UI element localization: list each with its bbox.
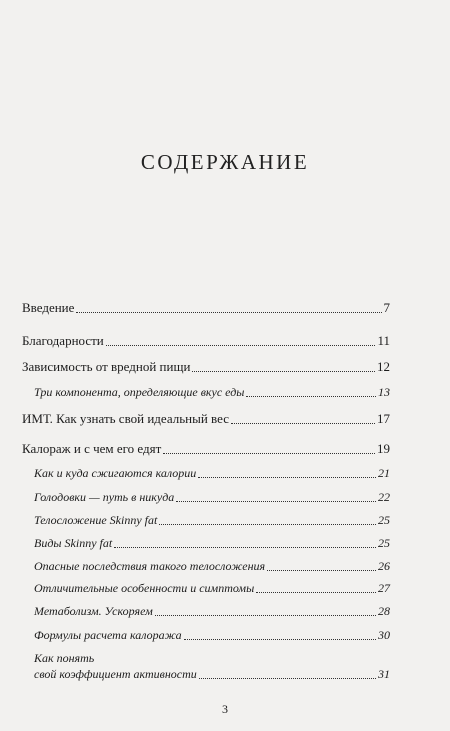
toc-subentry bbox=[34, 489, 390, 505]
toc-subentry bbox=[34, 603, 390, 619]
toc-entry-label-line1: Как понять bbox=[34, 651, 95, 665]
toc-subentry bbox=[34, 465, 390, 481]
dot-leader bbox=[159, 524, 376, 525]
toc-entry-page: 25 bbox=[378, 536, 390, 550]
toc-entry-label: Формулы расчета калоража bbox=[34, 628, 182, 642]
toc-entry bbox=[22, 300, 390, 316]
toc-entry-label: Зависимость от вредной пищи bbox=[22, 359, 191, 374]
toc-entry bbox=[22, 441, 390, 457]
toc-subentry bbox=[34, 627, 390, 643]
toc-entry bbox=[22, 411, 390, 427]
toc-subentry bbox=[34, 512, 390, 528]
toc-entry-label: Опасные последствия такого телосложения bbox=[34, 559, 266, 573]
toc-entry-label: Отличительные особенности и симптомы bbox=[34, 581, 255, 595]
toc-entry-page: 25 bbox=[378, 513, 390, 527]
toc-entry-page: 26 bbox=[378, 559, 390, 573]
toc-entry-label bbox=[34, 650, 197, 682]
toc-entry-label-line2: свой коэффициент активности bbox=[34, 667, 197, 681]
dot-leader bbox=[246, 396, 376, 397]
dot-leader bbox=[199, 678, 376, 679]
toc-entry-label: Как и куда сжигаются калории bbox=[34, 466, 197, 480]
toc-entry-label: Голодовки — путь в никуда bbox=[34, 490, 175, 504]
dot-leader bbox=[106, 345, 376, 346]
dot-leader bbox=[267, 570, 376, 571]
toc-subentry bbox=[34, 580, 390, 596]
toc-entry bbox=[22, 359, 390, 375]
toc-entry-label: Калораж и с чем его едят bbox=[22, 441, 162, 456]
toc-entry-page: 7 bbox=[383, 300, 390, 315]
toc-entry-page: 21 bbox=[378, 466, 390, 480]
page-number: 3 bbox=[222, 702, 228, 716]
page-title: СОДЕРЖАНИЕ bbox=[140, 150, 310, 174]
toc-entry-page: 28 bbox=[378, 604, 390, 618]
toc-entry-page: 30 bbox=[378, 628, 390, 642]
dot-leader bbox=[76, 312, 381, 313]
toc-entry-label: Три компонента, определяющие вкус еды bbox=[34, 385, 245, 399]
toc-subentry bbox=[34, 535, 390, 551]
dot-leader bbox=[192, 371, 375, 372]
toc-entry-page: 11 bbox=[377, 333, 390, 348]
toc-subentry bbox=[34, 558, 390, 574]
toc-entry-page: 31 bbox=[378, 667, 390, 681]
toc-entry-label: Метаболизм. Ускоряем bbox=[34, 604, 153, 618]
toc-entry-label: Виды Skinny fat bbox=[34, 536, 113, 550]
dot-leader bbox=[198, 477, 376, 478]
toc-subentry bbox=[34, 384, 390, 400]
toc-entry-page: 13 bbox=[378, 385, 390, 399]
dot-leader bbox=[176, 501, 376, 502]
toc-entry-label: ИМТ. Как узнать свой идеальный вес bbox=[22, 411, 229, 426]
dot-leader bbox=[256, 592, 376, 593]
dot-leader bbox=[231, 423, 375, 424]
toc-entry-label: Телосложение Skinny fat bbox=[34, 513, 158, 527]
toc-entry-page: 27 bbox=[378, 581, 390, 595]
toc-entry-page: 12 bbox=[377, 359, 390, 374]
toc-entry-page: 17 bbox=[377, 411, 390, 426]
dot-leader bbox=[184, 639, 376, 640]
toc-entry-page: 19 bbox=[377, 441, 390, 456]
toc-entry bbox=[22, 333, 390, 349]
dot-leader bbox=[114, 547, 376, 548]
toc-entry-label: Благодарности bbox=[22, 333, 104, 348]
dot-leader bbox=[163, 453, 375, 454]
toc-entry-label: Введение bbox=[22, 300, 75, 315]
dot-leader bbox=[155, 615, 376, 616]
toc-entry-page: 22 bbox=[378, 490, 390, 504]
toc-subentry bbox=[34, 650, 390, 682]
